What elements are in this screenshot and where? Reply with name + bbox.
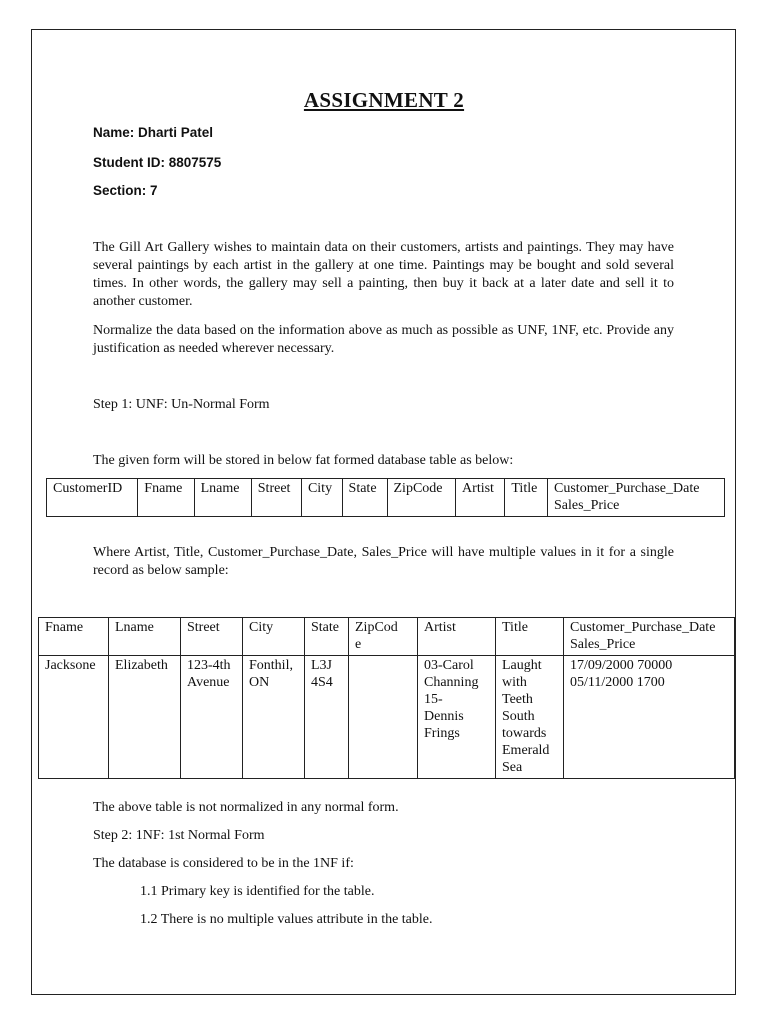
table-header-cell: Fname (138, 479, 194, 517)
where-paragraph: Where Artist, Title, Customer_Purchase_Date, Sales_Price will have multiple values in it for a single record as below sample: (93, 545, 674, 578)
table-header-cell: Fname (39, 618, 109, 656)
1nf-condition-text: The database is considered to be in the 1NF if: (93, 856, 354, 871)
step1-heading: Step 1: UNF: Un-Normal Form (93, 397, 270, 412)
table-header-cell: Customer_Purchase_Date Sales_Price (548, 479, 725, 517)
table-cell: Jacksone (39, 656, 109, 779)
not-normalized-text: The above table is not normalized in any normal form. (93, 800, 399, 815)
table-header-cell: State (305, 618, 349, 656)
intro-paragraph: The Gill Art Gallery wishes to maintain data on their customers, artists and paintings. They may have several paintings by each artist in the gallery at one time. Paintings may be bought and sold several times. In other words, the gallery may sell a painting, then buy it back at a later date and sell it to another customer. (93, 240, 674, 309)
student-name: Name: Dharti Patel (93, 125, 214, 140)
task-paragraph: Normalize the data based on the information above as much as possible as UNF, 1NF, etc. Provide any justification as needed wherever necessary. (93, 323, 674, 356)
table-header-cell: Lname (194, 479, 251, 517)
rule-1-1: 1.1 Primary key is identified for the table. (140, 884, 375, 899)
unf-columns-table (46, 478, 725, 517)
table-row (47, 479, 725, 517)
sample-record-table (38, 617, 735, 779)
section: Section: 7 (93, 183, 158, 198)
table-header-cell: ZipCod e (349, 618, 418, 656)
table-header-cell: Artist (418, 618, 496, 656)
table-row (39, 656, 735, 779)
table-cell: 17/09/2000 70000 05/11/2000 1700 (564, 656, 735, 779)
given-form-text: The given form will be stored in below fat formed database table as below: (93, 453, 514, 468)
table-cell: Elizabeth (109, 656, 181, 779)
table-cell (349, 656, 418, 779)
table-header-row (39, 618, 735, 656)
table-cell: 123-4th Avenue (181, 656, 243, 779)
table-header-cell: State (342, 479, 387, 517)
table-header-cell: ZipCode (387, 479, 456, 517)
table-header-cell: Customer_Purchase_Date Sales_Price (564, 618, 735, 656)
table-cell: 03-Carol Channing 15- Dennis Frings (418, 656, 496, 779)
table-cell: Laught with Teeth South towards Emerald Sea (496, 656, 564, 779)
table-header-cell: Lname (109, 618, 181, 656)
rule-1-2: 1.2 There is no multiple values attribute in the table. (140, 912, 433, 927)
table-cell: Fonthil, ON (243, 656, 305, 779)
table-header-cell: Artist (456, 479, 505, 517)
table-header-cell: City (301, 479, 342, 517)
table-header-cell: CustomerID (47, 479, 138, 517)
table-header-cell: City (243, 618, 305, 656)
table-header-cell: Title (496, 618, 564, 656)
table-header-cell: Title (505, 479, 548, 517)
step2-heading: Step 2: 1NF: 1st Normal Form (93, 828, 265, 843)
table-header-cell: Street (251, 479, 301, 517)
assignment-title: ASSIGNMENT 2 (303, 88, 465, 112)
student-id: Student ID: 8807575 (93, 155, 222, 170)
table-cell: L3J 4S4 (305, 656, 349, 779)
table-header-cell: Street (181, 618, 243, 656)
